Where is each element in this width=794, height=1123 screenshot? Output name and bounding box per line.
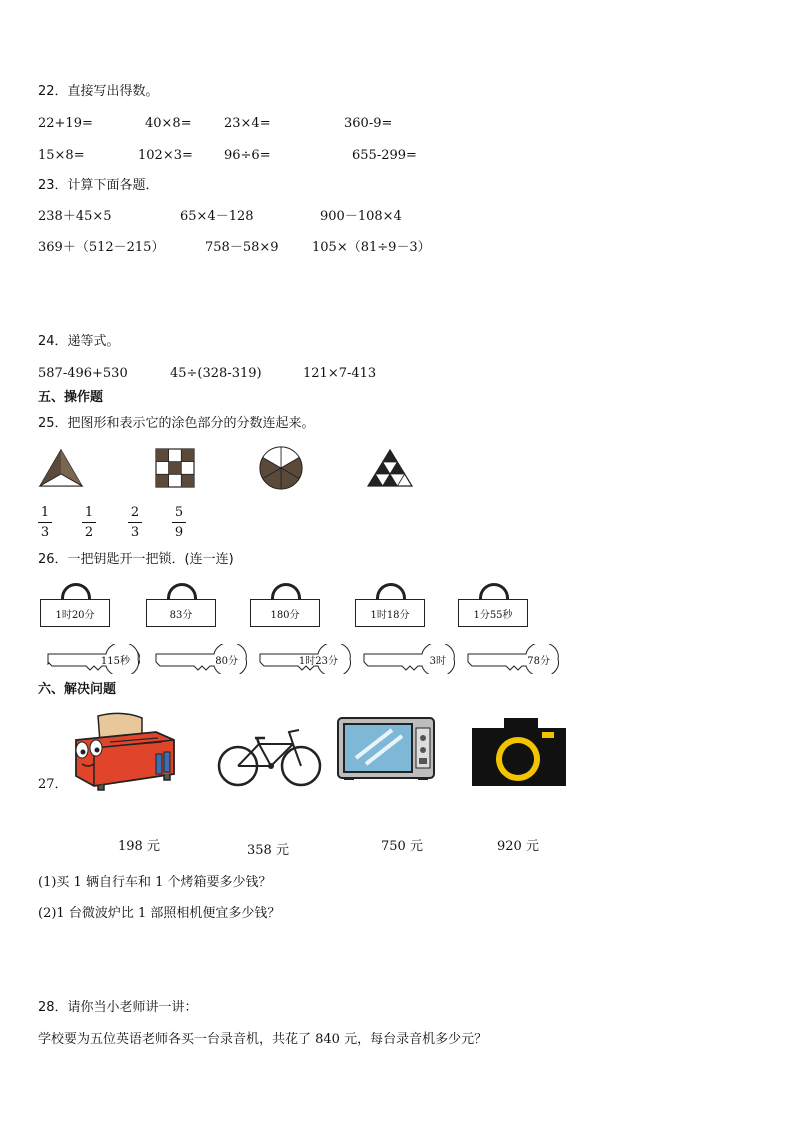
key-label: 1时23分 (298, 656, 338, 667)
lock-label: 1时20分 (55, 609, 95, 621)
q22-item: 96÷6= (224, 148, 271, 163)
q24-title: 24．递等式。 (38, 334, 120, 349)
price-label: 358 元 (247, 843, 289, 858)
fraction-numerator: 2 (130, 505, 140, 520)
grid-square-shape (155, 448, 195, 488)
q22-item: 22+19= (38, 116, 93, 131)
price-label: 198 元 (118, 839, 160, 854)
q27-sub1: (1)买 1 辆自行车和 1 个烤箱要多少钱？ (38, 875, 272, 890)
fraction-numerator: 1 (84, 505, 94, 520)
lock-label: 1时18分 (370, 609, 410, 621)
q28-text: 学校要为五位英语老师各买一台录音机，共花了 840 元，每台录音机多少元？ (38, 1032, 488, 1047)
triangle-shape (38, 448, 84, 488)
key (44, 644, 140, 674)
triangle-grid-shape (366, 448, 414, 488)
microwave-icon (336, 714, 436, 780)
q23-item: 758－58×9 (205, 240, 279, 255)
fraction-denominator: 3 (130, 525, 140, 540)
q24-item: 121×7-413 (303, 366, 377, 381)
key (256, 644, 352, 674)
q27-number: 27． (38, 777, 68, 792)
lock (146, 583, 222, 629)
key-label: 78分 (527, 656, 550, 667)
price-label: 920 元 (497, 839, 539, 854)
lock (250, 583, 326, 629)
q28-title: 28．请你当小老师讲一讲： (38, 1000, 198, 1015)
q22-item: 40×8= (145, 116, 192, 131)
key-label: 80分 (215, 656, 238, 667)
q22-item: 15×8= (38, 148, 85, 163)
fraction (82, 505, 96, 540)
q22-item: 23×4= (224, 116, 271, 131)
key (464, 644, 560, 674)
lock (40, 583, 116, 629)
q22-item: 102×3= (138, 148, 193, 163)
q25-title: 25．把图形和表示它的涂色部分的分数连起来。 (38, 416, 315, 431)
q26-title: 26．一把钥匙开一把锁．(连一连) (38, 552, 234, 567)
lock-label: 1分55秒 (473, 609, 513, 621)
section-heading: 六、解决问题 (38, 682, 117, 697)
bicycle-icon (217, 728, 323, 788)
fraction (128, 505, 142, 540)
q23-title: 23．计算下面各题． (38, 178, 159, 193)
key (152, 644, 248, 674)
fraction (172, 505, 186, 540)
lock-label: 83分 (169, 609, 193, 621)
price-label: 750 元 (381, 839, 423, 854)
key-label: 115秒 (100, 656, 130, 667)
q23-item: 105×（81÷9－3） (312, 240, 431, 255)
fraction-denominator: 3 (40, 525, 50, 540)
section-heading: 五、操作题 (38, 390, 104, 405)
toaster-icon (70, 712, 180, 792)
fraction-denominator: 9 (174, 525, 184, 540)
fraction-numerator: 1 (40, 505, 50, 520)
q23-item: 65×4－128 (180, 209, 254, 224)
q24-item: 587-496+530 (38, 366, 128, 381)
key (360, 644, 456, 674)
fraction (38, 505, 52, 540)
camera-icon (470, 716, 568, 788)
lock (458, 583, 534, 629)
q22-item: 655-299= (352, 148, 417, 163)
q22-title: 22．直接写出得数。 (38, 84, 159, 99)
fraction-numerator: 5 (174, 505, 184, 520)
q23-item: 369＋（512－215） (38, 240, 165, 255)
lock-label: 180分 (270, 609, 300, 621)
q23-item: 238＋45×5 (38, 209, 112, 224)
q24-item: 45÷(328-319) (170, 366, 262, 381)
circle-shape (258, 446, 304, 490)
lock (355, 583, 431, 629)
q23-item: 900－108×4 (320, 209, 402, 224)
q22-item: 360-9= (344, 116, 393, 131)
key-label: 3时 (429, 656, 446, 667)
fraction-denominator: 2 (84, 525, 94, 540)
q27-sub2: (2)1 台微波炉比 1 部照相机便宜多少钱？ (38, 906, 281, 921)
